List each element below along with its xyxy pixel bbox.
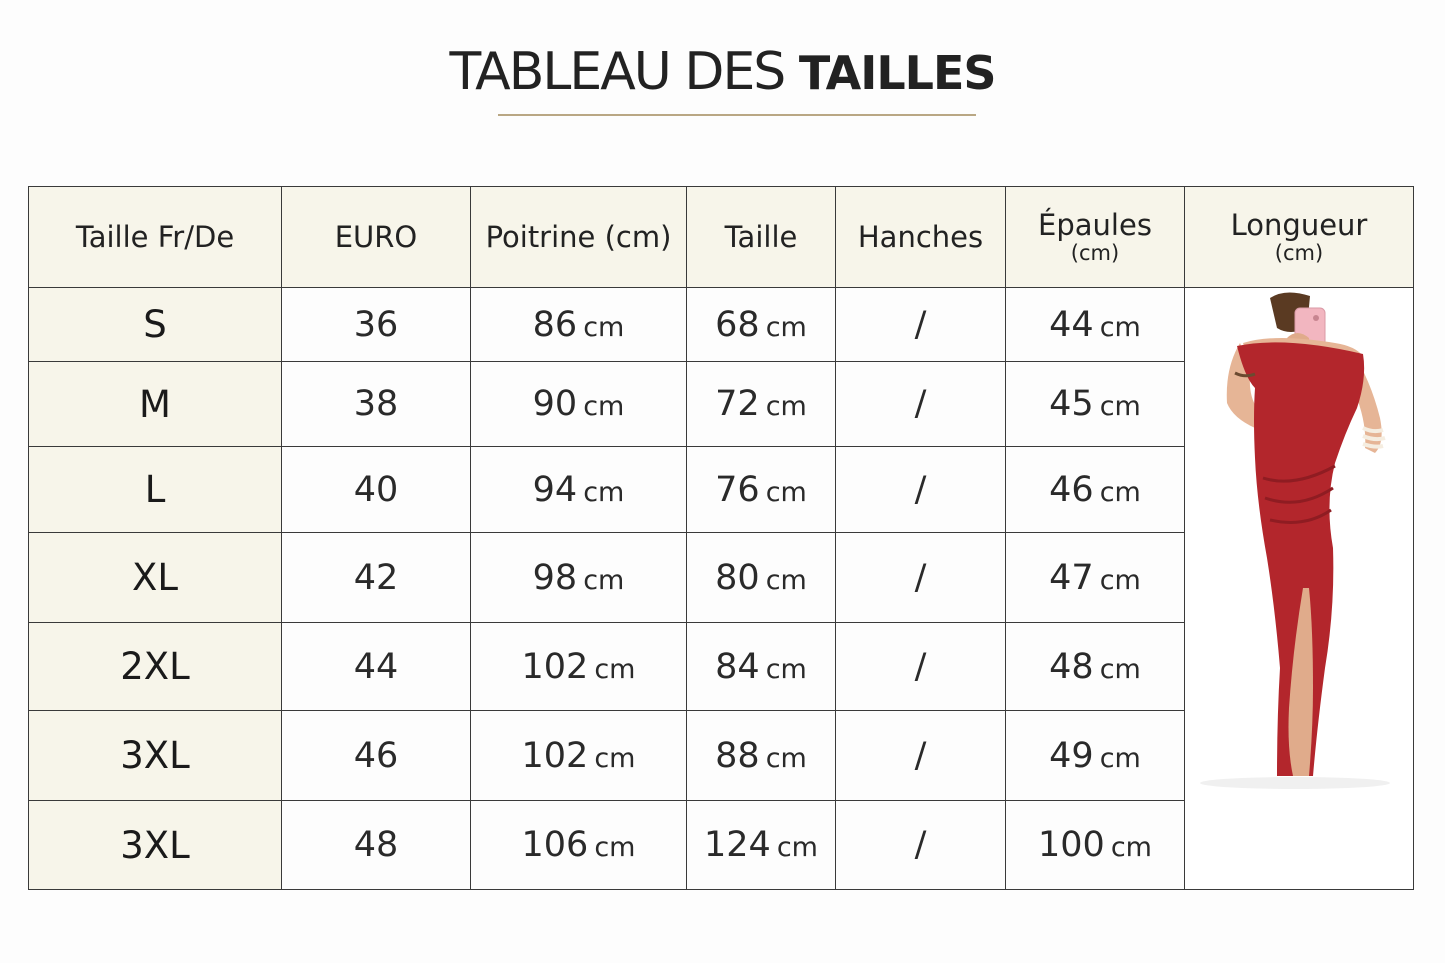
unit-label: cm	[765, 742, 807, 774]
epaules-cell: 45 cm	[1006, 362, 1185, 447]
unit-label: cm	[1099, 653, 1141, 685]
euro-cell: 38	[282, 362, 471, 447]
epaules-cell: 48 cm	[1006, 623, 1185, 711]
size-chart-table	[28, 186, 1414, 890]
taille-cell: 72 cm	[687, 362, 836, 447]
taille-cell: 80 cm	[687, 533, 836, 623]
epaules-cell: 49 cm	[1006, 711, 1185, 801]
size-cell: S	[29, 288, 282, 362]
poitrine-cell: 106 cm	[471, 801, 687, 890]
epaules-cell: 44 cm	[1006, 288, 1185, 362]
unit-label: cm	[594, 653, 636, 685]
euro-cell: 42	[282, 533, 471, 623]
size-cell: 3XL	[29, 711, 282, 801]
poitrine-cell: 98 cm	[471, 533, 687, 623]
unit-label: cm	[765, 564, 807, 596]
euro-cell: 36	[282, 288, 471, 362]
epaules-cell: 46 cm	[1006, 447, 1185, 533]
unit-label: cm	[1099, 311, 1141, 343]
euro-cell: 40	[282, 447, 471, 533]
longueur-image-cell	[1185, 288, 1414, 890]
unit-label: cm	[1099, 476, 1141, 508]
size-cell: 3XL	[29, 801, 282, 890]
epaules-cell: 47 cm	[1006, 533, 1185, 623]
size-cell: 2XL	[29, 623, 282, 711]
epaules-cell: 100 cm	[1006, 801, 1185, 890]
unit-label: cm	[594, 832, 636, 863]
unit-label: cm	[765, 311, 807, 343]
title-light: TABLEAU DES	[449, 42, 799, 102]
hanches-cell: /	[836, 362, 1006, 447]
unit-label: cm	[1099, 391, 1141, 422]
header-taille: Taille	[687, 187, 836, 288]
unit-label: cm	[1099, 742, 1141, 774]
header-poitrine: Poitrine (cm)	[471, 187, 687, 288]
unit-label: cm	[776, 832, 818, 863]
unit-label: cm	[765, 476, 807, 508]
unit-label: cm	[583, 564, 625, 596]
header-longueur: Longueur (cm)	[1185, 187, 1414, 288]
size-cell: L	[29, 447, 282, 533]
poitrine-cell: 94 cm	[471, 447, 687, 533]
taille-cell: 88 cm	[687, 711, 836, 801]
poitrine-cell: 86 cm	[471, 288, 687, 362]
unit-label: cm	[583, 476, 625, 508]
taille-cell: 68 cm	[687, 288, 836, 362]
page-title	[0, 42, 1445, 102]
taille-cell: 124 cm	[687, 801, 836, 890]
header-epaules: Épaules (cm)	[1006, 187, 1185, 288]
size-cell: XL	[29, 533, 282, 623]
hanches-cell: /	[836, 801, 1006, 890]
unit-label: cm	[594, 742, 636, 774]
unit-label: cm	[583, 391, 625, 422]
hanches-cell: /	[836, 447, 1006, 533]
hanches-cell: /	[836, 288, 1006, 362]
table-row	[29, 288, 1414, 362]
header-row	[29, 187, 1414, 288]
header-euro: EURO	[282, 187, 471, 288]
poitrine-cell: 90 cm	[471, 362, 687, 447]
unit-label: cm	[1110, 832, 1152, 863]
poitrine-cell: 102 cm	[471, 711, 687, 801]
euro-cell: 44	[282, 623, 471, 711]
unit-label: cm	[583, 311, 625, 343]
dress-model-image	[1185, 288, 1413, 888]
header-size-fr-de: Taille Fr/De	[29, 187, 282, 288]
hanches-cell: /	[836, 711, 1006, 801]
unit-label: cm	[765, 653, 807, 685]
hanches-cell: /	[836, 533, 1006, 623]
hanches-cell: /	[836, 623, 1006, 711]
euro-cell: 48	[282, 801, 471, 890]
taille-cell: 84 cm	[687, 623, 836, 711]
unit-label: cm	[1099, 564, 1141, 596]
title-underline	[498, 114, 976, 116]
size-cell: M	[29, 362, 282, 447]
taille-cell: 76 cm	[687, 447, 836, 533]
unit-label: cm	[765, 391, 807, 422]
euro-cell: 46	[282, 711, 471, 801]
header-hanches: Hanches	[836, 187, 1006, 288]
title-bold: TAILLES	[798, 46, 996, 100]
poitrine-cell: 102 cm	[471, 623, 687, 711]
